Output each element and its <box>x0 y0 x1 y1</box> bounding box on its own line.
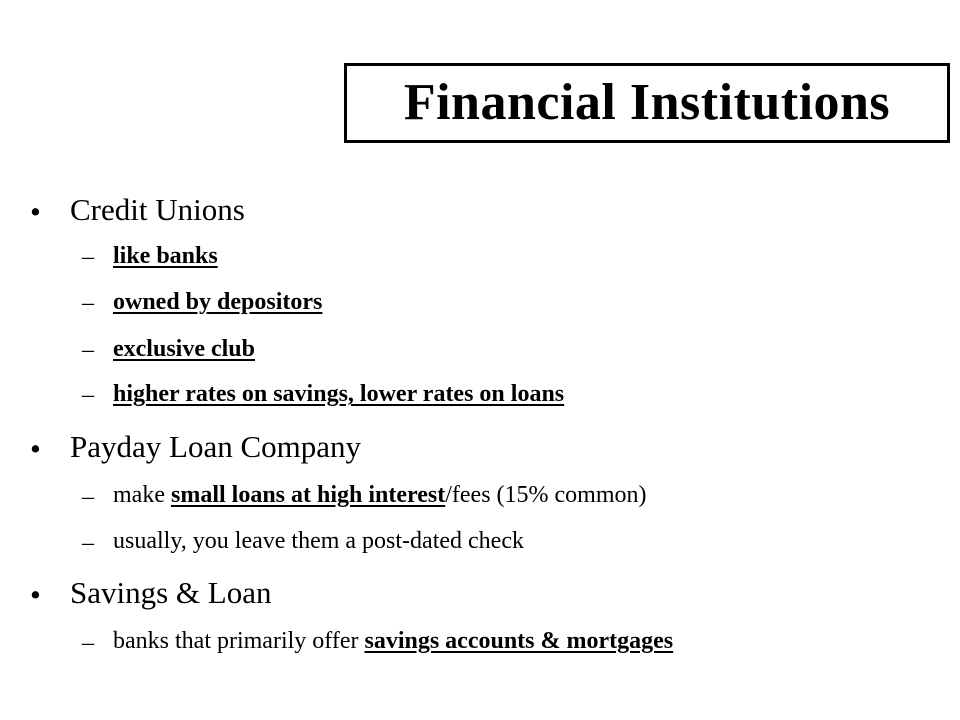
slide-title: Financial Institutions <box>403 74 891 131</box>
list-item <box>113 244 218 268</box>
heading-credit-unions: Credit Unions <box>70 192 245 227</box>
dash-glyph: – <box>82 530 94 556</box>
bullet-glyph: • <box>30 577 41 612</box>
list-item <box>113 483 647 507</box>
emphasis-text: savings accounts & mortgages <box>364 628 674 654</box>
dash-glyph: – <box>82 382 94 408</box>
list-item <box>113 337 255 361</box>
dash-glyph: – <box>82 244 94 270</box>
dash-glyph: – <box>82 484 94 510</box>
list-item <box>113 629 673 653</box>
list-item: usually, you leave them a post-dated check <box>113 528 524 554</box>
emphasis-text: owned by depositors <box>113 289 323 315</box>
bullet-glyph: • <box>30 431 41 466</box>
list-item <box>113 290 322 314</box>
heading-savings-and-loan: Savings & Loan <box>70 575 272 610</box>
dash-glyph: – <box>82 630 94 656</box>
emphasis-text: small loans at high interest <box>170 482 446 508</box>
dash-glyph: – <box>82 337 94 363</box>
item-text-prefix: banks that primarily offer <box>113 628 365 654</box>
title-box <box>344 63 950 143</box>
emphasis-text: like banks <box>113 243 218 269</box>
bullet-glyph: • <box>30 194 41 229</box>
dash-glyph: – <box>82 290 94 316</box>
heading-payday-loan-company: Payday Loan Company <box>70 429 362 464</box>
emphasis-text: exclusive club <box>113 336 255 362</box>
item-text-prefix: make <box>113 482 171 508</box>
item-text-suffix: /fees (15% common) <box>445 482 647 508</box>
emphasis-text: higher rates on savings, lower rates on loans <box>113 381 565 407</box>
list-item <box>113 382 564 406</box>
